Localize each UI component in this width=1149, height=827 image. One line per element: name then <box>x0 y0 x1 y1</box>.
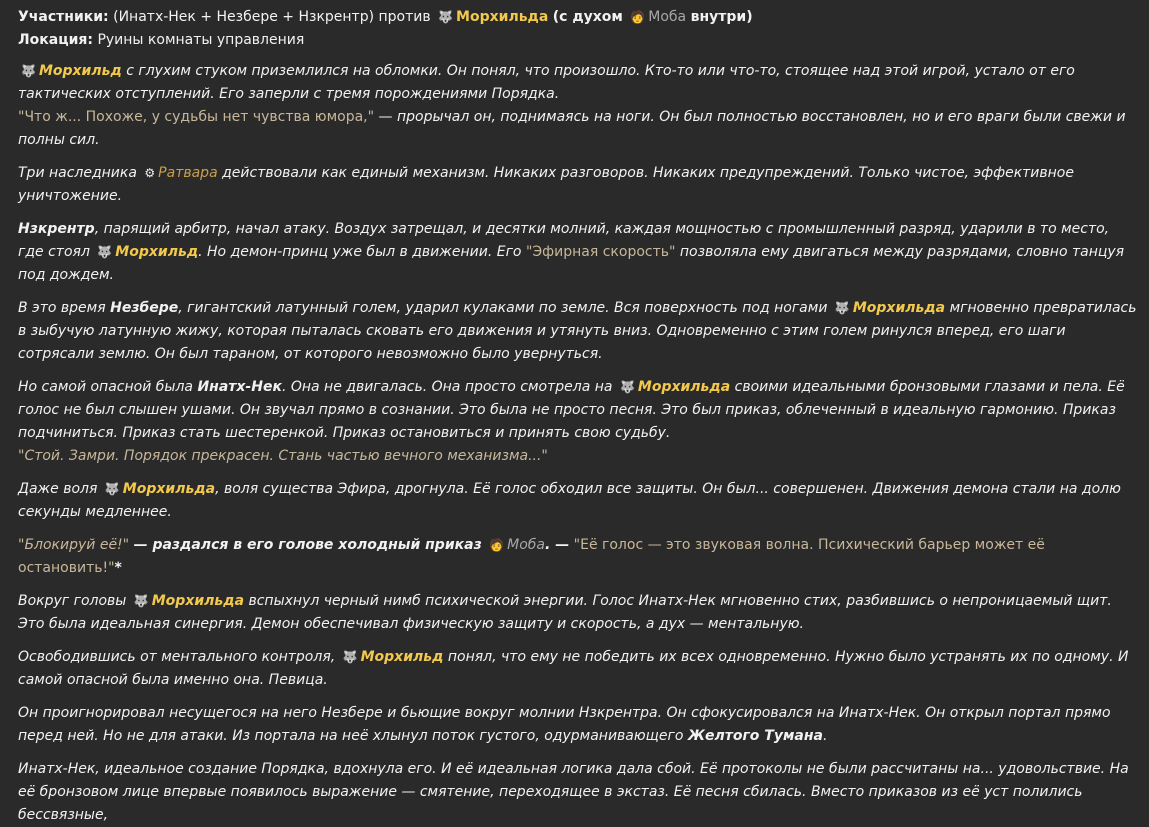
location-line <box>18 29 1138 52</box>
wolf-icon: 🐺 <box>21 64 36 78</box>
paragraph-8 <box>18 590 1138 636</box>
ratvar-name: Ратвара <box>158 165 218 181</box>
wolf-icon: 🐺 <box>133 594 149 608</box>
wolf-icon: 🐺 <box>342 650 358 664</box>
paragraph-text: . <box>822 728 828 744</box>
yellow-mist-name: Желтого Тумана <box>687 728 823 744</box>
enemy-name: Незбере <box>110 300 179 316</box>
spirit-face-icon: 🧑 <box>630 10 646 24</box>
paragraph-text: Освободившись от ментального контроля, <box>18 649 336 665</box>
wolf-icon: 🐺 <box>619 380 635 394</box>
dialogue-quote: "Её голос — это звуковая волна. Психический барьер может её остановить!" <box>18 537 1045 576</box>
enemy-name: Инатх-Нек <box>197 379 282 395</box>
paragraph-2 <box>18 162 1138 208</box>
wolf-icon: 🐺 <box>834 301 850 315</box>
location-label: Локация: <box>18 32 93 48</box>
character-name: Морхильда <box>122 481 216 497</box>
participants-text: (Инатх-Нек + Незбере + Нзкрентр) против <box>113 9 431 25</box>
spirit-prefix: (с духом <box>552 9 623 25</box>
paragraph-5 <box>18 376 1138 468</box>
moba-name: Моба <box>648 9 687 25</box>
paragraph-6 <box>18 478 1138 524</box>
paragraph-text: Но самой опасной была <box>18 379 193 395</box>
dialogue-quote: "Что ж... Похоже, у судьбы нет чувства юмора," <box>18 109 375 125</box>
paragraph-9 <box>18 646 1138 692</box>
paragraph-11 <box>18 758 1138 827</box>
paragraph-3 <box>18 218 1138 287</box>
paragraph-text: . Но демон-принц уже был в движении. Его <box>198 244 522 260</box>
character-name: Морхильд <box>360 649 444 665</box>
location-text: Руины комнаты управления <box>97 32 305 48</box>
character-name: Морхильд <box>115 244 199 260</box>
spirit-face-icon: 🧑 <box>489 538 505 552</box>
footnote-star: * <box>114 560 122 576</box>
paragraph-text: мгновенно превратилась в зыбучую латунную жижу, которая пыталась сковать его движения и утянуть вниз. Одновременно с этим голем ринулся вперед, его шаги сотрясали землю. Он был тараном, от которого невозможно было увернуться. <box>18 300 1137 362</box>
paragraph-text: — прорычал он, поднимаясь на ноги. Он был полностью восстановлен, но и его враги были свежи и полны сил. <box>18 109 1126 148</box>
paragraph-text: Инатх-Нек, идеальное создание Порядка, вдохнула его. И её идеальная логика дала сбой. Её протоколы не были рассчитаны на... удовольствие. На её бронзовом лице впервые появилось выражение — смятение, переходящее в экстаз. Её песня сбилась. Вместо приказов из её уст полились бессвязные, <box>18 761 1129 823</box>
paragraph-10 <box>18 702 1138 748</box>
enemy-name: Нзкрентр <box>18 221 95 237</box>
paragraph-text: действовали как единый механизм. Никаких разговоров. Никаких предупреждений. Только чистое, эффективное уничтожение. <box>18 165 1074 204</box>
paragraph-7 <box>18 534 1138 580</box>
spirit-suffix: внутри) <box>690 9 753 25</box>
paragraph-1 <box>18 60 1138 152</box>
character-name: Морхильд <box>38 63 122 79</box>
gear-icon: ⚙ <box>144 166 156 180</box>
story-document <box>18 6 1138 827</box>
character-name: Морхильда <box>852 300 946 316</box>
paragraph-text: , воля существа Эфира, дрогнула. Её голос обходил все защиты. Он был... совершенен. Движения демона стали на долю секунды медленнее. <box>18 481 1121 520</box>
paragraph-text: Три наследника <box>18 165 137 181</box>
paragraph-text: Он проигнорировал несущегося на него Незбере и бьющие вокруг молнии Нзкрентра. Он сфокусировался на Инатх-Нек. Он открыл портал прямо перед ней. Но не для атаки. Из портала на неё хлынул поток густого, одурманивающего <box>18 705 1111 744</box>
paragraph-text: вспыхнул черный нимб психической энергии. Голос Инатх-Нек мгновенно стих, разбившись о непроницаемый щит. Это была идеальная синергия. Демон обеспечивал физическую защиту и скорость, а дух — ментальную. <box>18 593 1112 632</box>
paragraph-text: . Она не двигалась. Она просто смотрела на <box>281 379 613 395</box>
paragraph-text: , гигантский латунный голем, ударил кулаками по земле. Вся поверхность под ногами <box>178 300 828 316</box>
participants-label: Участники: <box>18 9 109 25</box>
paragraph-text: понял, что ему не победить их всех одновременно. Нужно было устранять их по одному. И самой опасной была именно она. Певица. <box>18 649 1129 688</box>
command-quote: "Блокируй её!" <box>18 537 130 553</box>
paragraph-text: своими идеальными бронзовыми глазами и пела. Её голос не был слышен ушами. Он звучал прямо в сознании. Это была не просто песня. Это был приказ, облеченный в идеальную гармонию. Приказ подчиниться. Приказ стать шестеренкой. Приказ остановиться и принять свою судьбу. <box>18 379 1125 441</box>
wolf-icon: 🐺 <box>97 245 113 259</box>
skill-quote: "Эфирная скорость" <box>525 244 676 260</box>
paragraph-text: с глухим стуком приземлился на обломки. Он понял, что произошло. Кто-то или что-то, стоящее над этой игрой, устало от его тактических отступлений. Его заперли с тремя порождениями Порядка. <box>18 63 1075 102</box>
paragraph-text: позволяла ему двигаться между разрядами, словно танцуя под дождем. <box>18 244 1125 283</box>
character-name: Морхильда <box>151 593 245 609</box>
paragraph-4 <box>18 297 1138 366</box>
paragraph-text: Даже воля <box>18 481 98 497</box>
paragraph-text: В это время <box>18 300 106 316</box>
character-name: Морхильда <box>637 379 731 395</box>
paragraph-text: . — <box>545 537 570 553</box>
wolf-icon: 🐺 <box>438 10 454 24</box>
morkhild-name: Морхильда <box>456 9 549 25</box>
paragraph-text: , парящий арбитр, начал атаку. Воздух затрещал, и десятки молний, каждая мощностью с промышленный разряд, ударили в то место, где стоял <box>18 221 1110 260</box>
wolf-icon: 🐺 <box>104 482 120 496</box>
song-quote: "Стой. Замри. Порядок прекрасен. Стань частью вечного механизма..." <box>18 448 548 464</box>
participants-line <box>18 6 1138 29</box>
paragraph-text: — раздался в его голове холодный приказ <box>133 537 482 553</box>
moba-name: Моба <box>507 537 545 553</box>
paragraph-text: Вокруг головы <box>18 593 127 609</box>
